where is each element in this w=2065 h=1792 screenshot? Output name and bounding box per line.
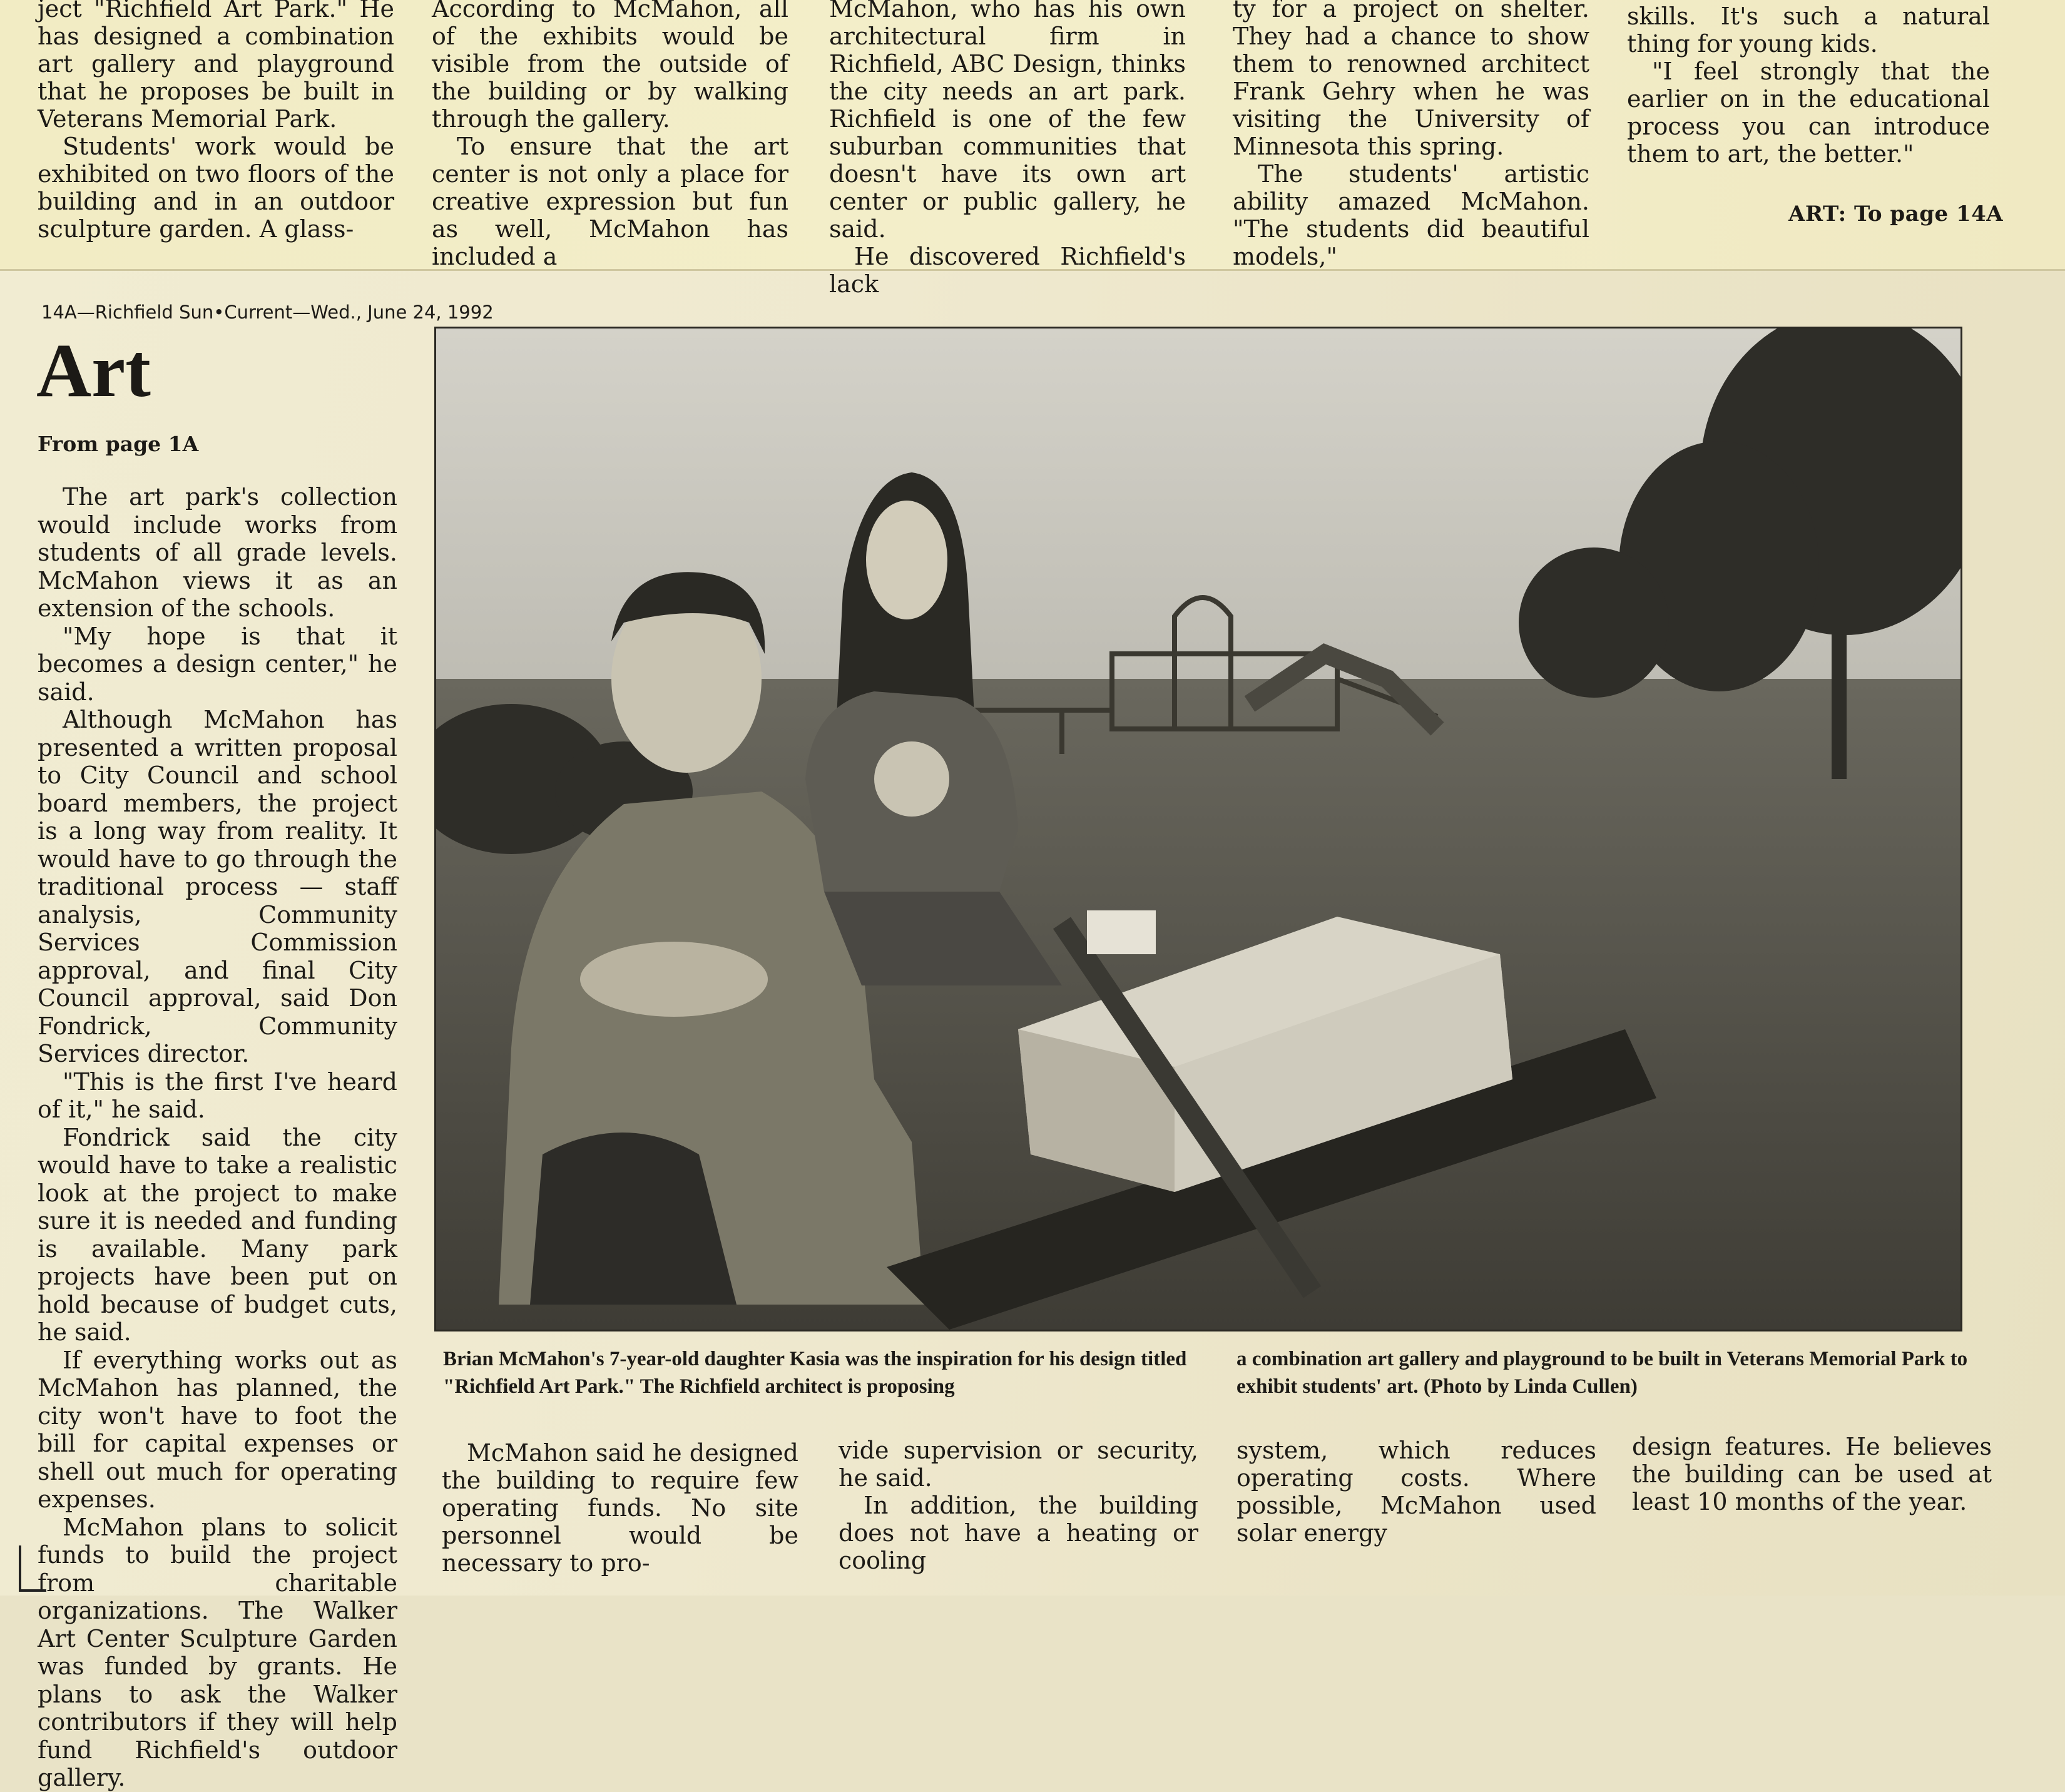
top-column-5	[1627, 3, 1990, 168]
top-column-2	[432, 0, 788, 270]
folio-line: 14A—Richfield Sun•Current—Wed., June 24, 1992	[41, 302, 494, 323]
photo-caption-left: Brian McMahon's 7-year-old daughter Kasia was the inspiration for his design titled "Richfield Art Park." The Richfield architect is proposing	[443, 1348, 1187, 1398]
paragraph: According to McMahon, all of the exhibits would be visible from the outside of the building or by walking through the gallery.	[432, 0, 788, 133]
crop-mark	[19, 1545, 46, 1592]
from-page-line: From page 1A	[38, 432, 199, 456]
paragraph: ty for a project on shelter. They had a chance to show them to renowned architect Frank Gehry when he was visiting the University of Minnesota this spring.	[1233, 0, 1589, 160]
paragraph: In addition, the building does not have a heating or cooling	[839, 1492, 1198, 1574]
photo-caption-right: a combination art gallery and playground to be built in Veterans Memorial Park to exhibit students' art. (Photo by Linda Cullen)	[1236, 1348, 1968, 1398]
paragraph: "My hope is that it becomes a design center," he said.	[38, 622, 397, 706]
top-column-4	[1233, 0, 1589, 270]
paragraph: system, which reduces operating costs. Where possible, McMahon used solar energy	[1236, 1437, 1596, 1547]
paragraph: To ensure that the art center is not only a place for creative expression but fun as well, McMahon has included a	[432, 133, 788, 270]
bottom-column-1	[442, 1439, 798, 1577]
paragraph: Fondrick said the city would have to take a realistic look at the project to make sure it is needed and funding is available. Many park projects have been put on hold because of budget cuts, he said.	[38, 1123, 397, 1346]
paragraph: ject "Richfield Art Park." He has designed a combination art gallery and playground that he proposes be built in Veterans Memorial Park.	[38, 0, 394, 133]
bottom-column-3	[1236, 1437, 1596, 1547]
paragraph: McMahon said he designed the building to require few operating funds. No site personnel would be necessary to pro-	[442, 1439, 798, 1577]
paragraph: "This is the first I've heard of it," he said.	[38, 1067, 397, 1123]
top-column-3	[829, 0, 1186, 298]
paragraph: Students' work would be exhibited on two floors of the building and in an outdoor sculpture garden. A glass-	[38, 133, 394, 243]
jump-line: ART: To page 14A	[1788, 201, 2004, 227]
photo-illustration	[436, 328, 1960, 1330]
headline: Art	[36, 328, 151, 413]
paragraph: If everything works out as McMahon has planned, the city won't have to foot the bill for capital expenses or shell out much for operating expenses.	[38, 1346, 397, 1513]
bottom-column-2	[839, 1437, 1198, 1574]
paragraph: design features. He believes the building can be used at least 10 months of the year.	[1632, 1433, 1992, 1515]
bottom-column-4	[1632, 1433, 1992, 1515]
paragraph: vide supervision or security, he said.	[839, 1437, 1198, 1492]
news-photo	[434, 327, 1962, 1331]
paragraph: The art park's collection would include works from students of all grade levels. McMahon views it as an extension of the schools.	[38, 483, 397, 622]
paragraph: The students' artistic ability amazed McMahon. "The students did beautiful models,"	[1233, 160, 1589, 270]
paragraph: McMahon plans to solicit funds to build the project from charitable organizations. The Walker Art Center Sculpture Garden was funded by grants. He plans to ask the Walker contributors if they will help fund Richfield's outdoor gallery.	[38, 1513, 397, 1791]
paragraph: skills. It's such a natural thing for young kids.	[1627, 3, 1990, 58]
top-column-1	[38, 0, 394, 243]
paragraph: "I feel strongly that the earlier on in the educational process you can introduce them to art, the better."	[1627, 58, 1990, 168]
paragraph: Although McMahon has presented a written proposal to City Council and school board members, the project is a long way from reality. It would have to go through the traditional process — staff analysis, Community Services Commission approval, and final City Council approval, said Don Fondrick, Community Services director.	[38, 706, 397, 1067]
paragraph: He discovered Richfield's lack	[829, 243, 1186, 298]
paragraph: McMahon, who has his own architectural firm in Richfield, ABC Design, thinks the city needs an art park. Richfield is one of the few suburban communities that doesn't have its own art center or public gallery, he said.	[829, 0, 1186, 243]
